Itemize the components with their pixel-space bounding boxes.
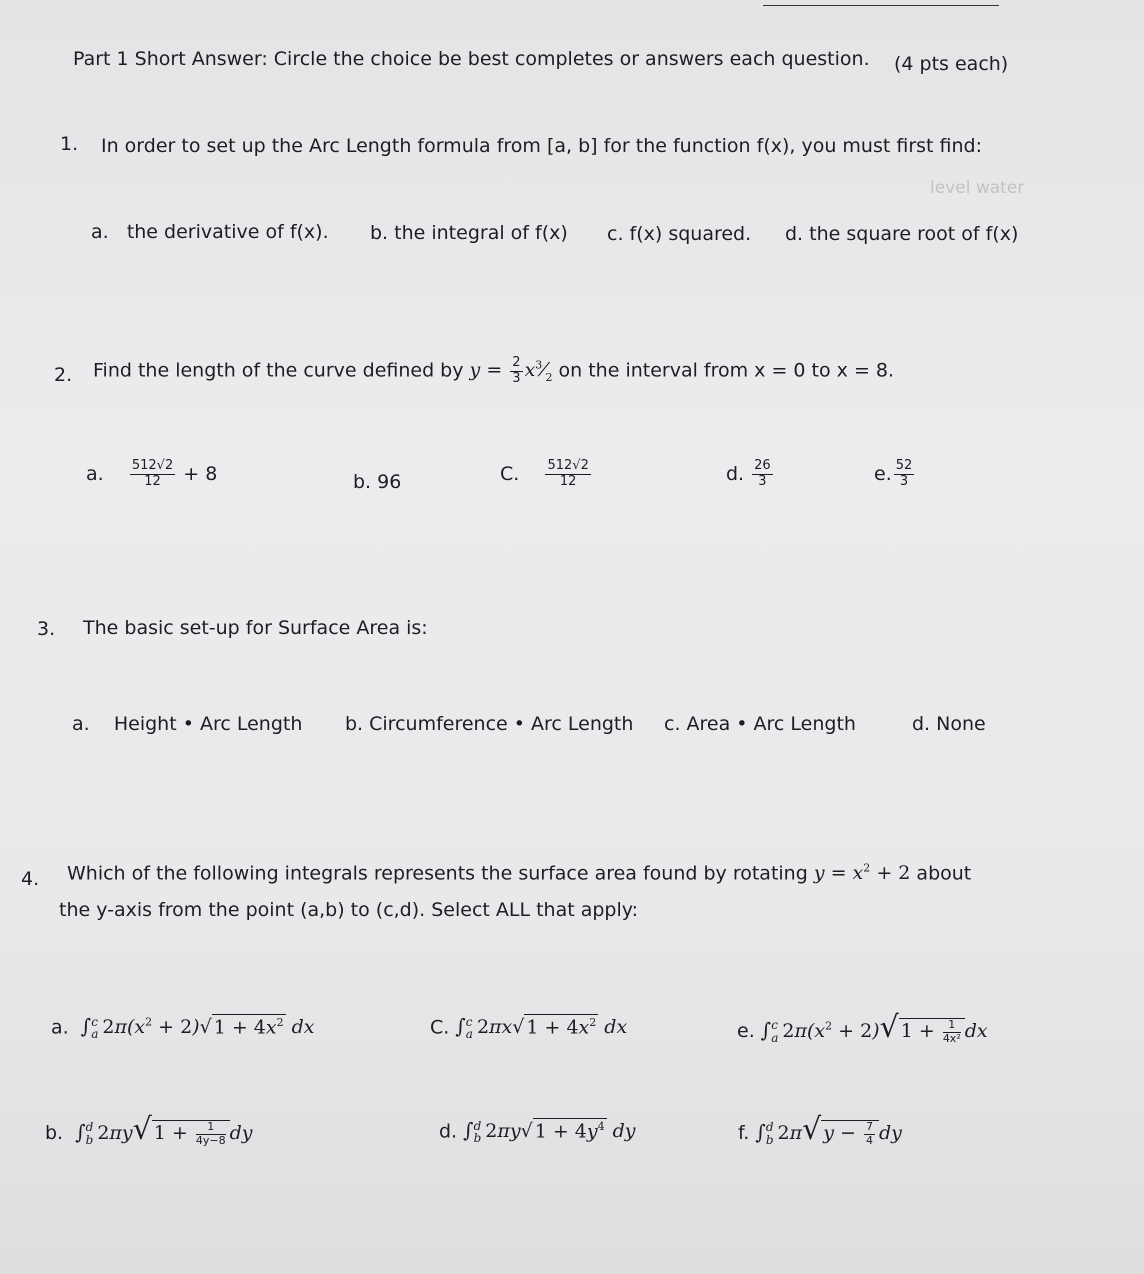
- name-blank-line: [763, 5, 999, 6]
- q2-choice-a[interactable]: a. $\frac{512√2}{12}$ + 8: [86, 458, 218, 489]
- q1-choice-c[interactable]: c. f(x) squared.: [607, 223, 752, 245]
- question-1-text: In order to set up the Arc Length formula from [a, b] for the function f(x), you must first find:: [101, 135, 983, 157]
- question-4-line-1: Which of the following integrals represents the surface area found by rotating $y = x^2 + 2$ about: [67, 862, 972, 885]
- section-title: Part 1 Short Answer: Circle the choice be best completes or answers each question.: [73, 48, 870, 70]
- integral-formula: ∫ c a $2\pi(x^2 + 2)√$ 1 + $\frac{1}{\text{4x²}}$ dx: [760, 1010, 988, 1045]
- q4-choice-d[interactable]: d. ∫ d b 2πy√ $1 + 4y^4$ dy: [439, 1118, 636, 1146]
- q4-choice-c[interactable]: C. ∫ c a 2πx√ $1 + 4x^2$ dx: [430, 1014, 628, 1042]
- integral-formula: ∫ d b 2πy√ 1 + $\frac{1}{4y-8}$ dy: [75, 1112, 253, 1147]
- q2-function-formula: y = $\frac{2}{3}$ $x^3⁄_2$: [469, 355, 553, 386]
- q1-choice-b[interactable]: b. the integral of f(x): [370, 222, 568, 244]
- q1-choice-d[interactable]: d. the square root of f(x): [785, 223, 1019, 245]
- integral-formula: ∫ d b 2πy√ $1 + 4y^4$ dy: [463, 1118, 636, 1146]
- q4-choice-f[interactable]: f. ∫ d b 2π√ y − $\frac{7}{4}$ dy: [738, 1112, 902, 1147]
- q2-choice-b[interactable]: b. 96: [353, 471, 402, 493]
- fraction: $\frac{52}{3}$: [895, 458, 913, 489]
- question-3-text: The basic set-up for Surface Area is:: [83, 617, 428, 639]
- integral-formula: ∫ c a 2πx√ $1 + 4x^2$ dx: [455, 1014, 628, 1042]
- q4-choice-b[interactable]: b. ∫ d b 2πy√ 1 + $\frac{1}{4y-8}$ dy: [45, 1112, 253, 1147]
- q3-choice-a[interactable]: a. Height • Arc Length: [72, 713, 303, 735]
- q2-choice-e[interactable]: e. $\frac{52}{3}$: [874, 458, 913, 489]
- points-label: (4 pts each): [894, 53, 1009, 75]
- q3-choice-d[interactable]: d. None: [912, 713, 986, 735]
- fraction: $\frac{512√2}{12}$: [547, 458, 589, 489]
- question-2-number: 2.: [54, 364, 73, 386]
- q1-choice-a[interactable]: a. the derivative of f(x).: [91, 221, 329, 243]
- integral-formula: ∫ d b 2π√ y − $\frac{7}{4}$ dy: [755, 1112, 902, 1147]
- q4-choice-e[interactable]: e. ∫ c a $2\pi(x^2 + 2)√$ 1 + $\frac{1}{\text{4x²}}$ dx: [737, 1010, 988, 1045]
- q3-choice-c[interactable]: c. Area • Arc Length: [664, 713, 856, 735]
- question-3-number: 3.: [37, 618, 56, 640]
- q2-choice-c[interactable]: C. $\frac{512√2}{12}$: [500, 458, 589, 489]
- question-1-number: 1.: [60, 133, 79, 155]
- q4-choice-a[interactable]: a. ∫ c a $2\pi(x^2 + 2)√$ $1 + 4x^2$ dx: [51, 1014, 315, 1042]
- q3-choice-b[interactable]: b. Circumference • Arc Length: [345, 713, 634, 735]
- bleed-through-text: level water: [930, 178, 1025, 198]
- integral-formula: ∫ c a $2\pi(x^2 + 2)√$ $1 + 4x^2$ dx: [80, 1014, 315, 1042]
- q2-choice-d[interactable]: d. $\frac{26}{3}$: [726, 458, 771, 489]
- question-4-number: 4.: [21, 868, 40, 890]
- question-2-text: Find the length of the curve defined by y = $\frac{2}{3}$ $x^3⁄_2$ on the interval from x = 0 to x = 8.: [93, 355, 895, 386]
- fraction: $\frac{512√2}{12}$: [131, 458, 174, 489]
- q4-rotated-function: $y = x^2 + 2$: [813, 862, 911, 885]
- question-4-line-2: the y-axis from the point (a,b) to (c,d). Select ALL that apply:: [59, 899, 639, 921]
- fraction: $\frac{26}{3}$: [754, 458, 771, 489]
